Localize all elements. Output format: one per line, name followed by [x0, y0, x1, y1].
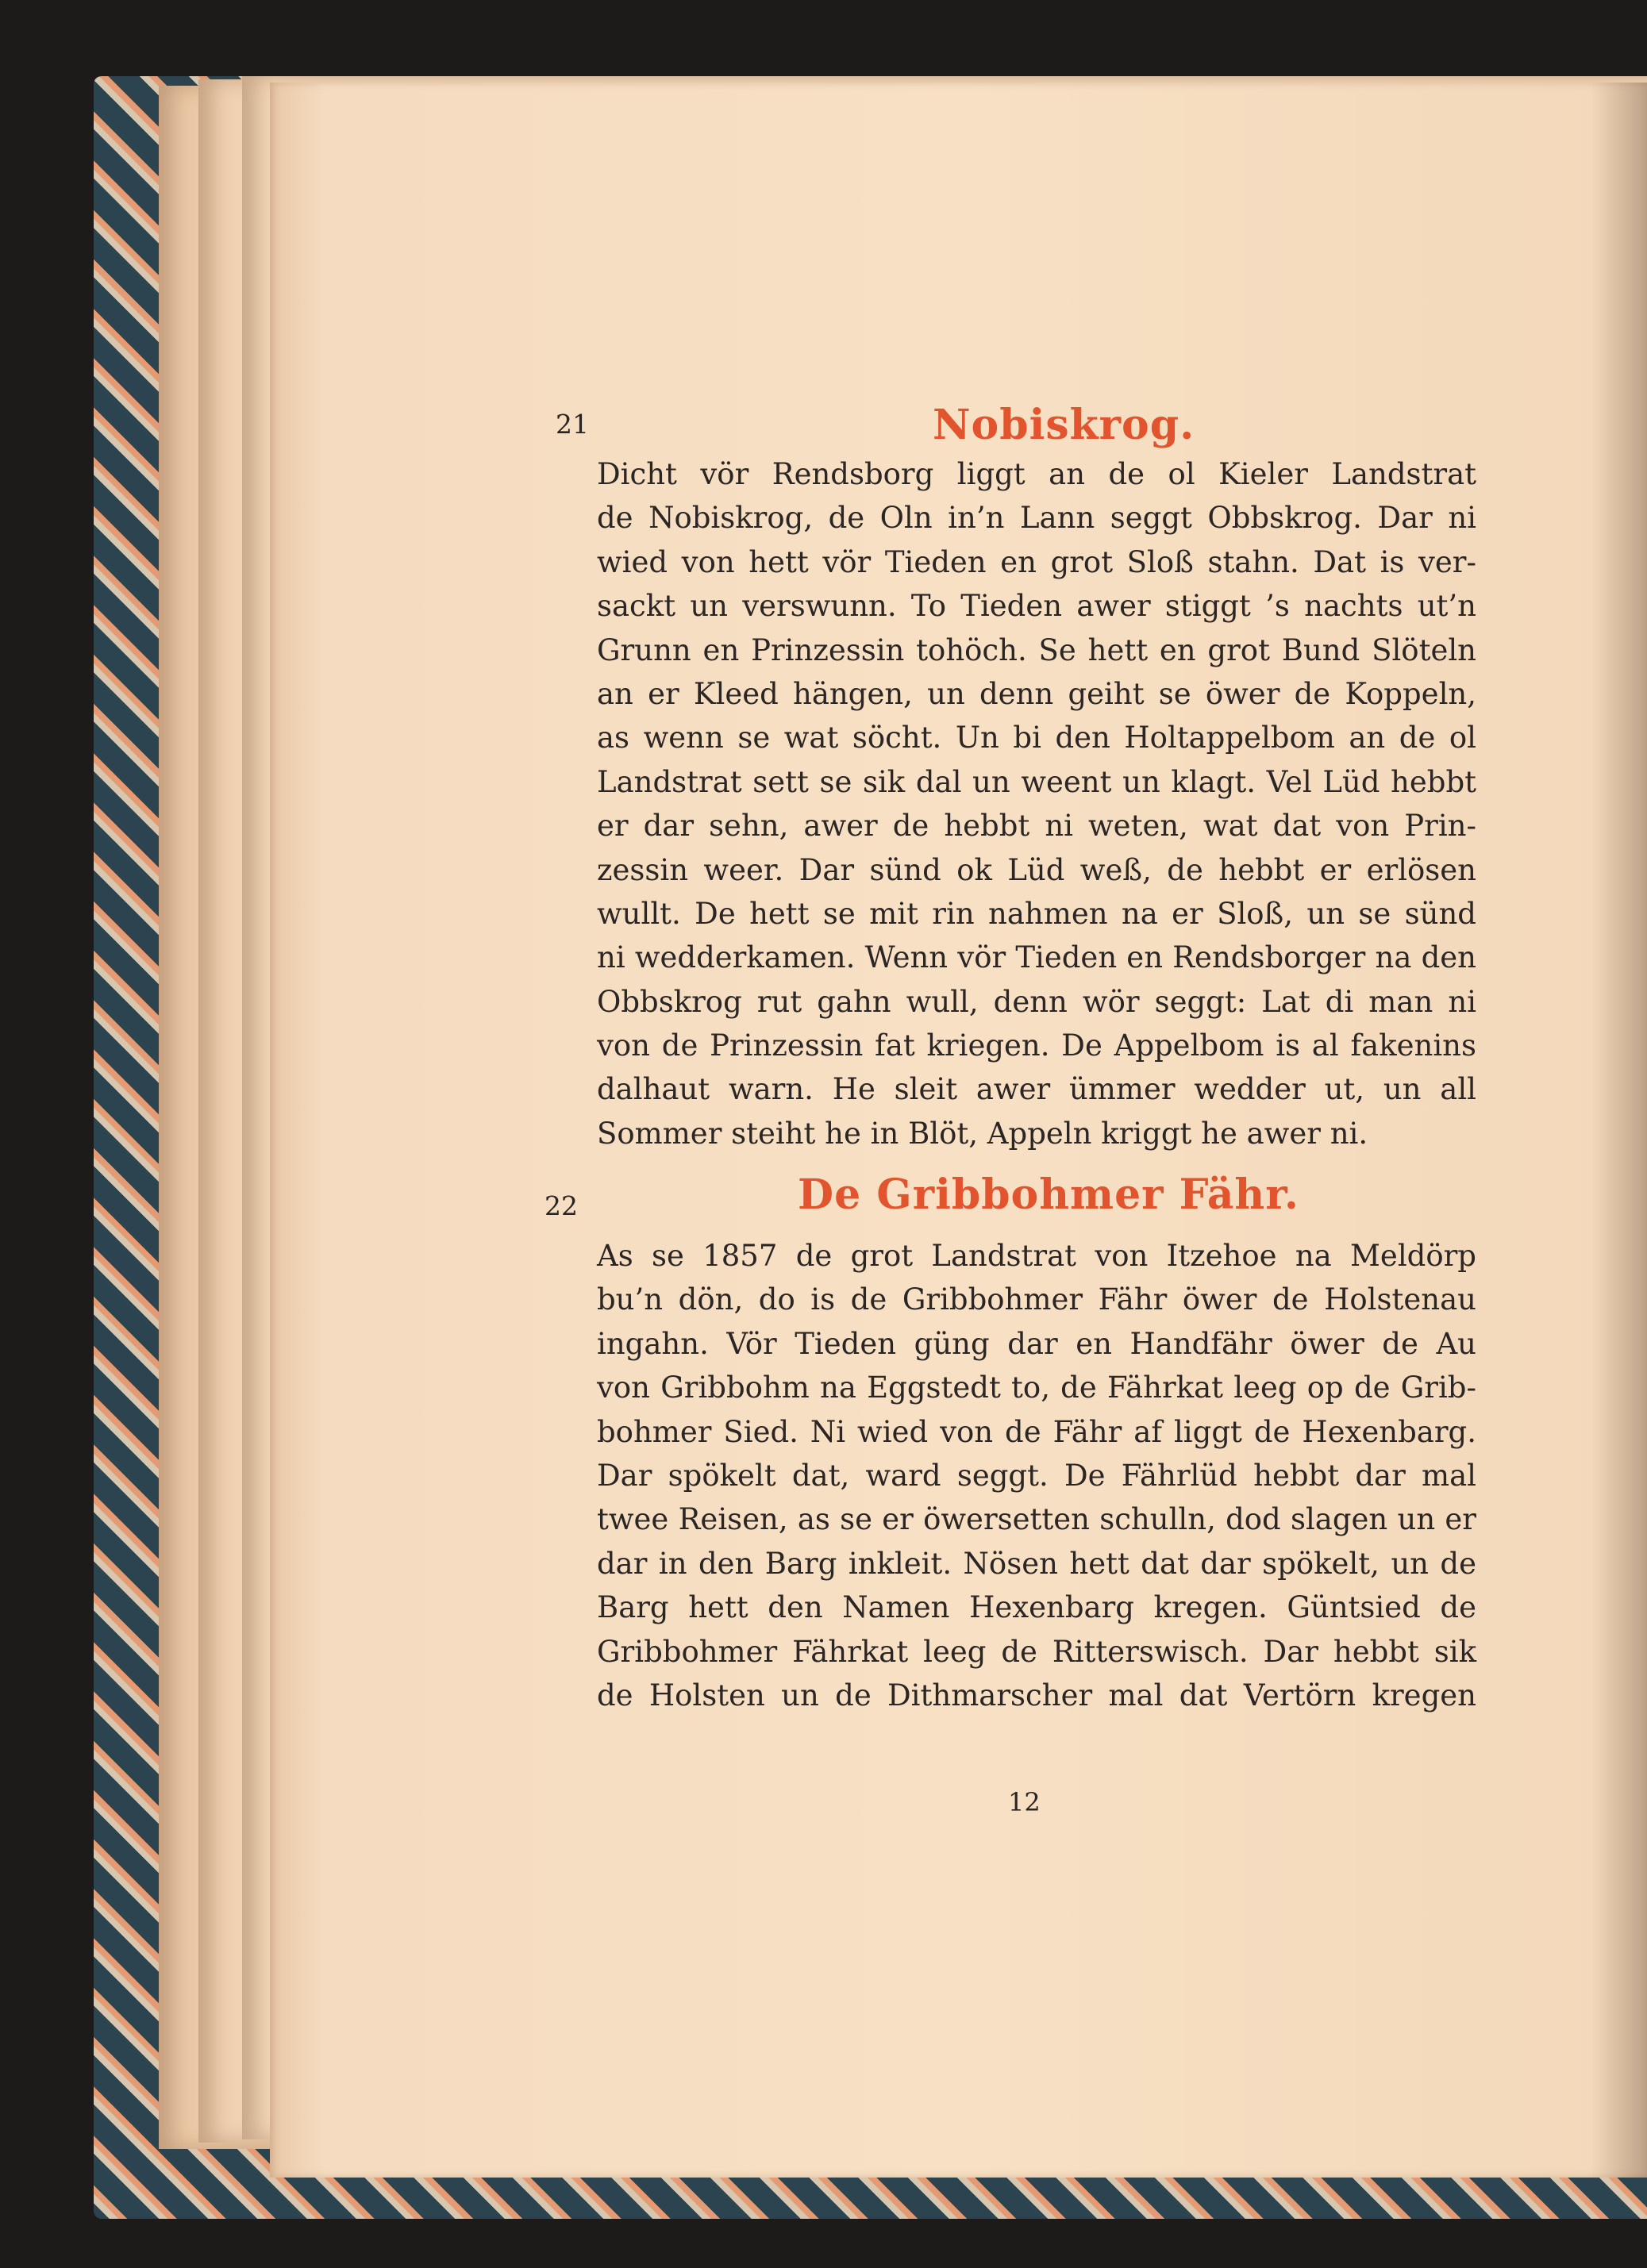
text-line: sackt un verswunn. To Tieden awer stiggt ’s nachts ut’n [597, 589, 1476, 624]
text-line: an er Kleed hängen, un denn geiht se öwer de Koppeln, [597, 676, 1476, 711]
text-line: dar in den Barg inkleit. Nösen hett dat dar spökelt, un de [597, 1546, 1476, 1581]
text-line: de Nobiskrog, de Oln in’n Lann seggt Obbskrog. Dar ni [597, 501, 1476, 536]
text-line: ingahn. Vör Tieden güng dar en Handfähr öwer de Au [597, 1326, 1476, 1361]
text-line: wied von hett vör Tieden en grot Sloß stahn. Dat is ver- [597, 544, 1476, 579]
text-line: de Holsten un de Dithmarscher mal dat Vertörn kregen [597, 1678, 1476, 1713]
text-line: Gribbohmer Fährkat leeg de Ritterswisch. Dar hebbt sik [597, 1634, 1476, 1669]
spine-shadow [1591, 83, 1647, 2178]
text-line: Dar spökelt dat, ward seggt. De Fährlüd hebbt dar mal [597, 1458, 1476, 1493]
section-2-body [597, 1234, 1476, 1717]
text-line: as wenn se wat söcht. Un bi den Holtappelbom an de ol [597, 721, 1476, 755]
section-number: 21 [556, 409, 589, 440]
text-line: As se 1857 de grot Landstrat von Itzehoe na Meldörp [597, 1239, 1476, 1273]
text-line: ni wedderkamen. Wenn vör Tieden en Rendsborger na den [597, 940, 1476, 975]
text-line: Sommer steiht he in Blöt, Appeln kriggt he awer ni. [597, 1116, 1368, 1151]
text-line: dalhaut warn. He sleit awer ümmer wedder ut, un all [597, 1072, 1476, 1107]
section-number: 22 [545, 1190, 578, 1221]
section-1-body [597, 452, 1476, 1155]
text-line: von de Prinzessin fat kriegen. De Appelbom is al fakenins [597, 1028, 1476, 1063]
section-title: Nobiskrog. [933, 401, 1195, 449]
text-line: Barg hett den Namen Hexenbarg kregen. Güntsied de [597, 1590, 1476, 1625]
text-line: von Gribbohm na Eggstedt to, de Fährkat leeg op de Grib- [597, 1370, 1476, 1405]
text-line: bohmer Sied. Ni wied von de Fähr af liggt de Hexenbarg. [597, 1414, 1476, 1449]
text-line: Obbskrog rut gahn wull, denn wör seggt: Lat di man ni [597, 984, 1476, 1019]
text-line: bu’n dön, do is de Gribbohmer Fähr öwer de Holstenau [597, 1282, 1476, 1317]
section-title: De Gribbohmer Fähr. [798, 1171, 1299, 1219]
text-line: er dar sehn, awer de hebbt ni weten, wat dat von Prin- [597, 809, 1476, 844]
text-line: Grunn en Prinzessin tohöch. Se hett en grot Bund Slöteln [597, 632, 1476, 667]
text-line: Landstrat sett se sik dal un weent un klagt. Vel Lüd hebbt [597, 764, 1476, 799]
text-line: twee Reisen, as se er öwersetten schulln, dod slagen un er [597, 1502, 1476, 1537]
text-line: wullt. De hett se mit rin nahmen na er Sloß, un se sünd [597, 896, 1476, 931]
page-number: 12 [1008, 1787, 1041, 1817]
text-line: Dicht vör Rendsborg liggt an de ol Kieler Landstrat [597, 457, 1476, 491]
text-line: zessin weer. Dar sünd ok Lüd weß, de hebbt er erlösen [597, 852, 1476, 887]
